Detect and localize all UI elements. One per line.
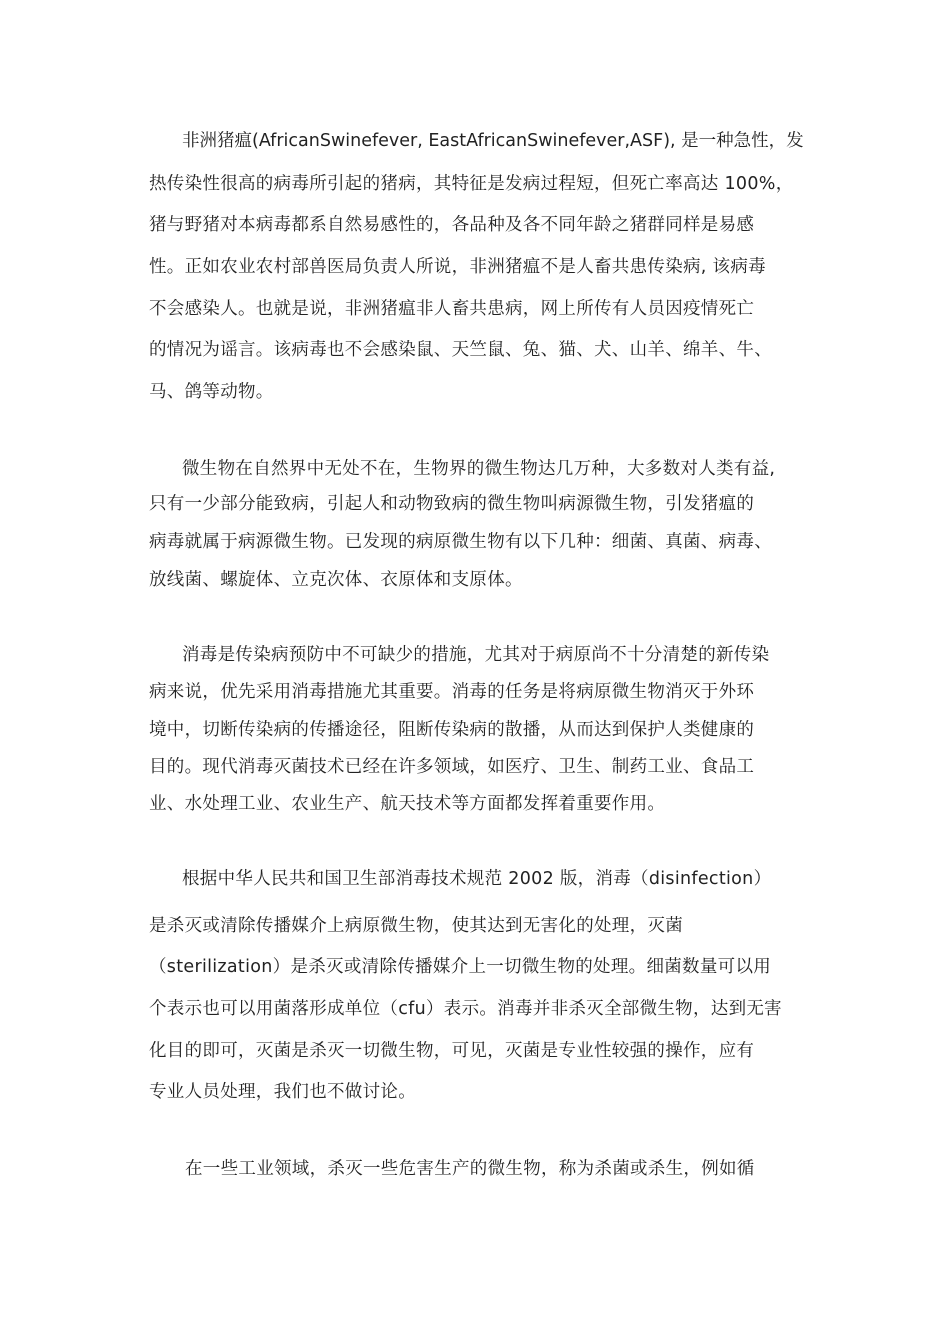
- paragraph-3-line-1: 消毒是传染病预防中不可缺少的措施，尤其对于病原尚不十分清楚的新传染: [182, 645, 770, 665]
- paragraph-5-line-1: 在一些工业领域，杀灭一些危害生产的微生物，称为杀菌或杀生，例如循: [185, 1159, 755, 1179]
- paragraph-4-line-5: 化目的即可，灭菌是杀灭一切微生物，可见，灭菌是专业性较强的操作，应有: [149, 1041, 755, 1061]
- paragraph-1-line-7: 马、鸽等动物。: [149, 382, 274, 402]
- paragraph-3-line-5: 业、水处理工业、农业生产、航天技术等方面都发挥着重要作用。: [149, 794, 666, 814]
- paragraph-4-line-3: （sterilization）是杀灭或清除传播媒介上一切微生物的处理。细菌数量可以用: [149, 957, 772, 977]
- paragraph-4-line-2: 是杀灭或清除传播媒介上病原微生物，使其达到无害化的处理，灭菌: [149, 916, 683, 936]
- paragraph-2-line-2: 只有一少部分能致病，引起人和动物致病的微生物叫病源微生物，引发猪瘟的: [149, 494, 755, 514]
- paragraph-3-line-4: 目的。现代消毒灭菌技术已经在许多领域，如医疗、卫生、制药工业、食品工: [149, 757, 755, 777]
- paragraph-1-line-1: 非洲猪瘟(AfricanSwinefever, EastAfricanSwinefever,ASF), 是一种急性，发: [182, 131, 804, 151]
- paragraph-2-line-4: 放线菌、螺旋体、立克次体、衣原体和支原体。: [149, 570, 523, 590]
- paragraph-4-line-6: 专业人员处理，我们也不做讨论。: [149, 1082, 416, 1102]
- paragraph-1-line-3: 猪与野猪对本病毒都系自然易感性的，各品种及各不同年龄之猪群同样是易感: [149, 215, 755, 235]
- paragraph-4-line-4: 个表示也可以用菌落形成单位（cfu）表示。消毒并非杀灭全部微生物，达到无害: [149, 999, 782, 1019]
- paragraph-1-line-5: 不会感染人。也就是说，非洲猪瘟非人畜共患病，网上所传有人员因疫情死亡: [149, 299, 755, 319]
- paragraph-4-line-1: 根据中华人民共和国卫生部消毒技术规范 2002 版，消毒（disinfection）: [182, 869, 772, 889]
- paragraph-1-line-6: 的情况为谣言。该病毒也不会感染鼠、天竺鼠、兔、猫、犬、山羊、绵羊、牛、: [149, 340, 772, 360]
- paragraph-2-line-1: 微生物在自然界中无处不在，生物界的微生物达几万种，大多数对人类有益,: [182, 459, 776, 479]
- paragraph-3-line-3: 境中，切断传染病的传播途径，阻断传染病的散播，从而达到保护人类健康的: [149, 720, 755, 740]
- paragraph-1-line-4: 性。正如农业农村部兽医局负责人所说，非洲猪瘟不是人畜共患传染病, 该病毒: [149, 257, 766, 277]
- paragraph-2-line-3: 病毒就属于病源微生物。已发现的病原微生物有以下几种：细菌、真菌、病毒、: [149, 532, 772, 552]
- paragraph-3-line-2: 病来说，优先采用消毒措施尤其重要。消毒的任务是将病原微生物消灭于外环: [149, 682, 755, 702]
- paragraph-1-line-2: 热传染性很高的病毒所引起的猪病，其特征是发病过程短，但死亡率高达 100%，: [149, 174, 794, 194]
